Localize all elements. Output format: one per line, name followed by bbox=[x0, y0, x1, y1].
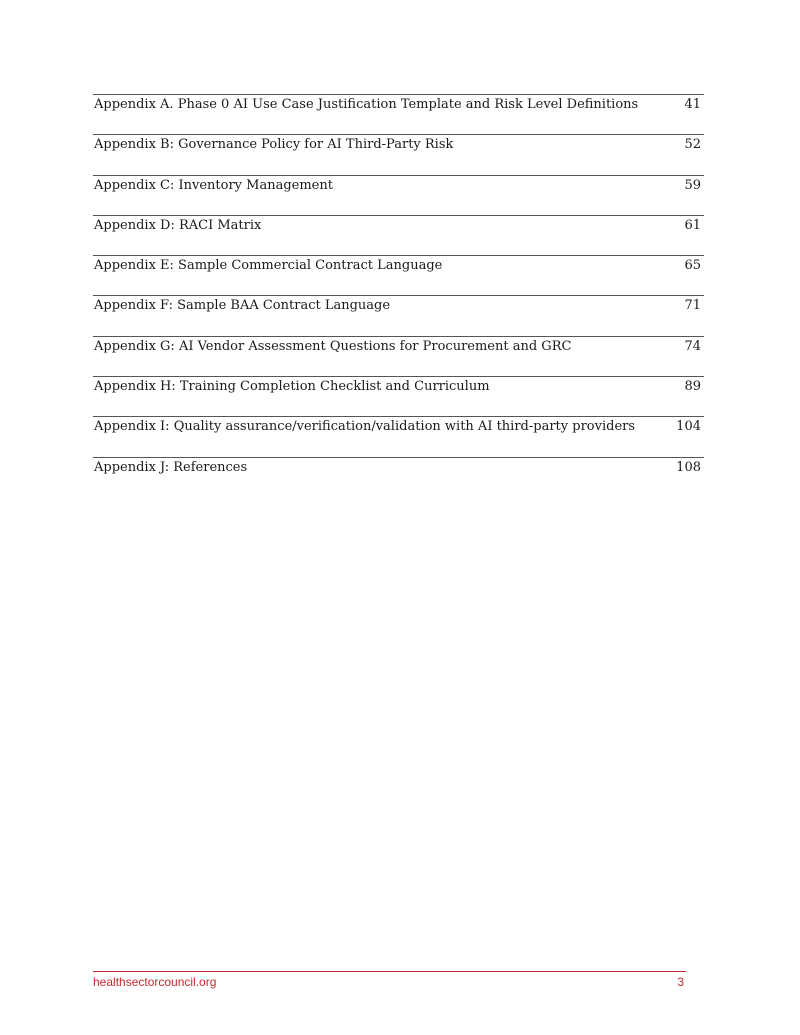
toc-entry-appendix-d[interactable] bbox=[93, 216, 704, 256]
toc-entry-title: Appendix I: Quality assurance/verification/validation with AI third-party providers bbox=[94, 419, 636, 435]
toc-entry-title: Appendix B: Governance Policy for AI Third-Party Risk bbox=[94, 137, 454, 153]
toc-entry-page: 89 bbox=[684, 379, 701, 395]
toc-entry-title: Appendix H: Training Completion Checklist and Curriculum bbox=[94, 379, 490, 395]
toc-entry-page: 108 bbox=[676, 459, 701, 475]
toc-entry-page: 65 bbox=[684, 258, 701, 274]
toc-entry-page: 61 bbox=[684, 217, 701, 233]
toc-entry-title: Appendix D: RACI Matrix bbox=[94, 217, 262, 233]
footer-divider bbox=[93, 971, 686, 972]
toc-entry-appendix-b[interactable] bbox=[93, 135, 704, 175]
toc-entry-page: 41 bbox=[684, 97, 701, 112]
toc-entry-appendix-g[interactable] bbox=[93, 337, 704, 377]
footer-page-number: 3 bbox=[677, 975, 684, 989]
toc-entry-appendix-j[interactable] bbox=[93, 458, 704, 498]
toc-entry-page: 74 bbox=[684, 338, 701, 354]
toc-entry-title: Appendix A. Phase 0 AI Use Case Justification Template and Risk Level Definitions bbox=[94, 97, 639, 112]
toc-entry-page: 71 bbox=[684, 298, 701, 314]
toc-entry-appendix-f[interactable] bbox=[93, 296, 704, 336]
toc-entry-appendix-c[interactable] bbox=[93, 176, 704, 216]
toc-entry-page: 52 bbox=[684, 137, 701, 153]
toc-entry-title: Appendix J: References bbox=[94, 459, 248, 475]
toc-entry-title: Appendix C: Inventory Management bbox=[94, 177, 333, 193]
toc-entry-title: Appendix E: Sample Commercial Contract Language bbox=[94, 258, 443, 274]
toc-entry-page: 104 bbox=[676, 419, 701, 435]
toc-entry-appendix-h[interactable] bbox=[93, 377, 704, 417]
toc-entry-appendix-e[interactable] bbox=[93, 256, 704, 296]
toc-entry-page: 59 bbox=[684, 177, 701, 193]
toc-entry-appendix-i[interactable] bbox=[93, 417, 704, 457]
toc-entry-title: Appendix F: Sample BAA Contract Language bbox=[94, 298, 391, 314]
toc-entry-appendix-a[interactable] bbox=[93, 95, 704, 135]
footer-website-link[interactable]: healthsectorcouncil.org bbox=[93, 975, 217, 989]
table-of-contents bbox=[93, 94, 704, 498]
toc-entry-title: Appendix G: AI Vendor Assessment Questions for Procurement and GRC bbox=[94, 338, 572, 354]
